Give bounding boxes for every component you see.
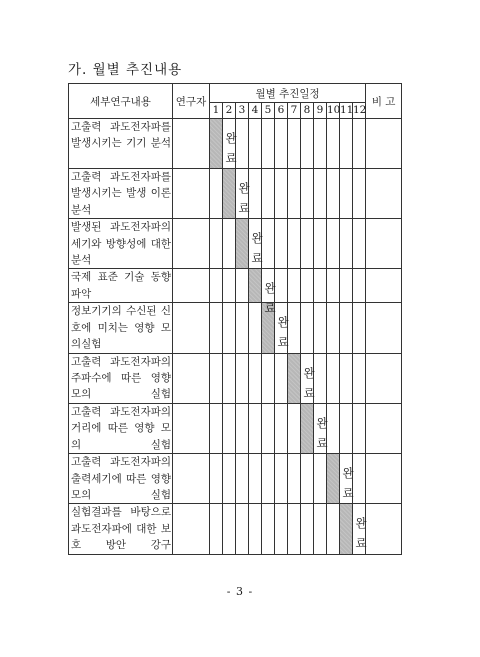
- month-cell: [314, 303, 327, 353]
- month-cell: [210, 353, 223, 403]
- status-label: 완 료: [277, 315, 289, 350]
- month-header: 8: [301, 103, 314, 119]
- month-cell: [314, 269, 327, 303]
- header-remarks: 비 고: [366, 84, 402, 119]
- researcher-cell: [173, 504, 210, 554]
- month-header: 1: [210, 103, 223, 119]
- section-title: 가. 월별 추진내용: [68, 62, 183, 78]
- monthly-schedule-table: [68, 83, 402, 555]
- month-cell: [340, 119, 353, 169]
- table-row: [69, 353, 402, 403]
- task-description: 고출력 과도전자파를 발생시키는 기기 분석: [69, 119, 173, 169]
- month-cell: [223, 303, 236, 353]
- month-cell: [275, 504, 288, 554]
- researcher-cell: [173, 303, 210, 353]
- month-cell: [327, 303, 340, 353]
- month-cell: [236, 403, 249, 453]
- month-cell: [340, 353, 353, 403]
- month-cell: [327, 119, 340, 169]
- month-header: 9: [314, 103, 327, 119]
- header-researcher: 연구자: [173, 84, 210, 119]
- completed-month-cell: [301, 403, 328, 453]
- table-row: [69, 169, 402, 219]
- month-cell: [249, 303, 262, 353]
- page-number: - 3 -: [226, 585, 254, 598]
- month-cell: [262, 353, 275, 403]
- month-cell: [275, 353, 288, 403]
- month-cell: [353, 303, 366, 353]
- month-cell: [314, 504, 327, 554]
- month-cell: [327, 504, 340, 554]
- month-cell: [353, 269, 366, 303]
- progress-bar: [249, 269, 261, 302]
- progress-bar: [210, 119, 222, 168]
- month-cell: [262, 403, 275, 453]
- progress-bar: [236, 219, 248, 268]
- table-row: [69, 269, 402, 303]
- header-task: 세부연구내용: [69, 84, 173, 119]
- month-cell: [223, 454, 236, 504]
- completed-month-cell: [327, 454, 354, 504]
- table-row: [69, 219, 402, 269]
- month-header: 6: [275, 103, 288, 119]
- task-description: 고출력 과도전자파를 발생시키는 발생 이론 분석: [69, 169, 173, 219]
- completed-month-cell: [223, 169, 250, 219]
- month-header: 2: [223, 103, 236, 119]
- month-cell: [210, 219, 223, 269]
- month-cell: [210, 403, 223, 453]
- remarks-cell: [366, 353, 402, 403]
- month-cell: [236, 303, 249, 353]
- researcher-cell: [173, 119, 210, 169]
- researcher-cell: [173, 219, 210, 269]
- month-cell: [301, 269, 314, 303]
- remarks-cell: [366, 269, 402, 303]
- task-description: 정보기기의 수신된 신호에 미치는 영향 모의실험: [69, 303, 173, 353]
- month-header: 7: [288, 103, 301, 119]
- completed-month-cell: [249, 269, 276, 316]
- month-cell: [236, 353, 249, 403]
- month-cell: [301, 219, 314, 269]
- month-cell: [288, 119, 301, 169]
- month-cell: [249, 504, 262, 554]
- month-cell: [327, 353, 340, 403]
- progress-bar: [327, 454, 339, 503]
- month-cell: [236, 269, 249, 303]
- month-cell: [301, 504, 314, 554]
- month-cell: [340, 403, 353, 453]
- month-cell: [353, 169, 366, 219]
- researcher-cell: [173, 403, 210, 453]
- month-cell: [210, 454, 223, 504]
- month-cell: [210, 269, 223, 303]
- month-cell: [314, 219, 327, 269]
- month-cell: [301, 169, 314, 219]
- month-cell: [275, 119, 288, 169]
- remarks-cell: [366, 119, 402, 169]
- month-cell: [262, 119, 275, 169]
- month-cell: [314, 169, 327, 219]
- month-cell: [301, 303, 314, 353]
- month-cell: [327, 269, 340, 303]
- remarks-cell: [366, 454, 402, 504]
- month-cell: [275, 454, 288, 504]
- month-cell: [314, 119, 327, 169]
- table-row: [69, 403, 402, 453]
- month-header: 12: [353, 103, 366, 119]
- remarks-cell: [366, 303, 402, 353]
- month-header: 10: [327, 103, 340, 119]
- month-cell: [288, 504, 301, 554]
- month-cell: [340, 169, 353, 219]
- month-cell: [353, 403, 366, 453]
- progress-bar: [288, 354, 300, 403]
- table-row: [69, 504, 402, 554]
- month-cell: [288, 169, 301, 219]
- month-cell: [340, 303, 353, 353]
- month-cell: [327, 219, 340, 269]
- month-cell: [301, 119, 314, 169]
- researcher-cell: [173, 454, 210, 504]
- month-cell: [210, 303, 223, 353]
- table-row: [69, 119, 402, 169]
- month-cell: [210, 504, 223, 554]
- progress-bar: [223, 169, 235, 218]
- month-cell: [275, 219, 288, 269]
- task-description: 고출력 과도전자파의 출력세기에 따른 영향 모의 실험: [69, 454, 173, 504]
- status-label: 완 료: [355, 516, 367, 551]
- month-cell: [223, 269, 236, 303]
- remarks-cell: [366, 169, 402, 219]
- month-cell: [249, 353, 262, 403]
- table-row: [69, 303, 402, 353]
- month-cell: [327, 169, 340, 219]
- table-row: [69, 454, 402, 504]
- status-label: 완 료: [342, 466, 354, 501]
- progress-bar: [301, 404, 313, 453]
- month-cell: [314, 454, 327, 504]
- status-label: 완 료: [238, 181, 250, 215]
- month-cell: [223, 403, 236, 453]
- month-header: 3: [236, 103, 249, 119]
- task-description: 실험결과를 바탕으로 과도전자파에 대한 보호 방안 강구: [69, 504, 173, 554]
- month-header: 11: [340, 103, 353, 119]
- month-cell: [249, 454, 262, 504]
- month-cell: [262, 504, 275, 554]
- month-cell: [301, 454, 314, 504]
- remarks-cell: [366, 504, 402, 554]
- status-label: 완 료: [225, 131, 237, 165]
- completed-month-cell: [340, 504, 367, 554]
- month-header: 5: [262, 103, 275, 119]
- task-description: 발생된 과도전자파의 세기와 방향성에 대한 분석: [69, 219, 173, 269]
- month-cell: [353, 219, 366, 269]
- month-cell: [210, 169, 223, 219]
- month-cell: [288, 454, 301, 504]
- task-description: 국제 표준 기술 동향 파악: [69, 269, 173, 303]
- month-cell: [340, 269, 353, 303]
- header-schedule: 월별 추진일정: [210, 84, 366, 103]
- month-cell: [223, 353, 236, 403]
- completed-month-cell: [210, 119, 237, 169]
- month-cell: [249, 119, 262, 169]
- progress-bar: [340, 504, 352, 553]
- researcher-cell: [173, 269, 210, 303]
- month-cell: [288, 219, 301, 269]
- month-cell: [275, 169, 288, 219]
- month-cell: [249, 403, 262, 453]
- month-cell: [288, 403, 301, 453]
- status-label: 완 료: [264, 281, 276, 316]
- researcher-cell: [173, 353, 210, 403]
- month-cell: [275, 403, 288, 453]
- task-description: 고출력 과도전자파의 주파수에 따른 영향 모의 실험: [69, 353, 173, 403]
- status-label: 완 료: [251, 231, 263, 266]
- month-cell: [340, 219, 353, 269]
- month-cell: [236, 504, 249, 554]
- status-label: 완 료: [303, 365, 315, 400]
- status-label: 완 료: [316, 415, 328, 450]
- researcher-cell: [173, 169, 210, 219]
- remarks-cell: [366, 403, 402, 453]
- month-cell: [288, 269, 301, 303]
- month-cell: [353, 119, 366, 169]
- task-description: 고출력 과도전자파의 거리에 따른 영향 모의 실험: [69, 403, 173, 453]
- month-cell: [223, 504, 236, 554]
- remarks-cell: [366, 219, 402, 269]
- completed-month-cell: [288, 353, 315, 403]
- month-cell: [223, 219, 236, 269]
- month-cell: [353, 353, 366, 403]
- month-header: 4: [249, 103, 262, 119]
- month-cell: [236, 454, 249, 504]
- month-cell: [262, 454, 275, 504]
- month-cell: [262, 169, 275, 219]
- completed-month-cell: [236, 219, 263, 269]
